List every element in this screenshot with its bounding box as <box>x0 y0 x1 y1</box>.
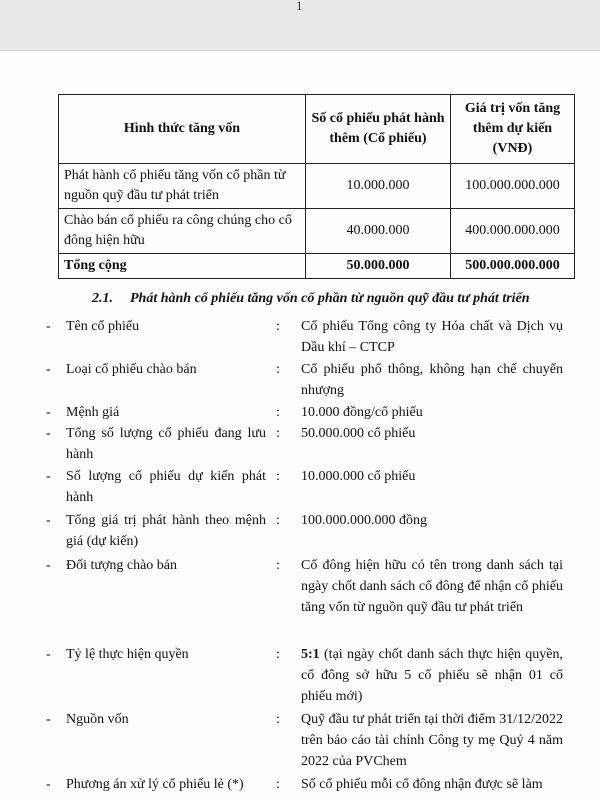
item-value <box>301 644 563 707</box>
table-cell: Tổng cộng <box>59 254 306 279</box>
table-row <box>59 209 575 254</box>
item-label: Phương án xử lý cổ phiếu lẻ (*) <box>66 777 244 792</box>
item-label: Số lượng cổ phiếu dự kiến phát hành <box>66 469 266 505</box>
item-value: 10.000 đồng/cổ phiếu <box>301 405 423 420</box>
item-label: Tỷ lệ thực hiện quyền <box>66 647 189 662</box>
item-value: 10.000.000 cổ phiếu <box>301 469 416 484</box>
item-value: Cổ phiếu phổ thông, không hạn chế chuyển nhượng <box>301 362 563 398</box>
section-heading <box>92 291 530 307</box>
table-total-row <box>59 254 575 279</box>
item-value-bold: 5:1 <box>301 647 320 662</box>
item-label: Mệnh giá <box>66 405 120 420</box>
table-header-row <box>59 95 575 164</box>
section-title-text: Phát hành cổ phiếu tăng vốn cổ phần từ nguồn quỹ đầu tư phát triển <box>130 291 530 306</box>
table-cell: Phát hành cổ phiếu tăng vốn cổ phần từ nguồn quỹ đầu tư phát triển <box>59 164 306 209</box>
item-value: Quỹ đầu tư phát triển tại thời điểm 31/12/2022 trên báo cáo tài chính Công ty mẹ Quý 4 năm 2022 của PVChem <box>301 712 563 769</box>
item-value: 100.000.000.000 đồng <box>301 513 427 528</box>
item-label: Tên cổ phiếu <box>66 319 140 334</box>
item-value-rest: (tại ngày chốt danh sách thực hiện quyền, cổ đông sở hữu 5 cổ phiếu sẽ nhận 01 cổ phiếu mới) <box>301 647 563 704</box>
capital-increase-table <box>58 94 575 279</box>
item-value: Số cổ phiếu mỗi cổ đông nhận được sẽ làm <box>301 777 543 792</box>
item-label: Tổng giá trị phát hành theo mệnh giá (dự kiến) <box>66 513 266 549</box>
table-cell: 10.000.000 <box>306 164 451 209</box>
table-cell: 400.000.000.000 <box>451 209 575 254</box>
table-cell: 50.000.000 <box>306 254 451 279</box>
table-header-cell: Số cổ phiếu phát hành thêm (Cổ phiếu) <box>306 95 451 164</box>
table-row <box>59 164 575 209</box>
table-cell: 100.000.000.000 <box>451 164 575 209</box>
item-label: Loại cổ phiếu chào bán <box>66 362 197 377</box>
viewer-top-strip <box>0 0 600 51</box>
section-number: 2.1. <box>92 291 113 306</box>
item-value: Cổ phiếu Tổng công ty Hóa chất và Dịch vụ Dầu khí – CTCP <box>301 319 563 355</box>
table-header-cell: Hình thức tăng vốn <box>59 95 306 164</box>
item-label: Đối tượng chào bán <box>66 558 178 573</box>
table-cell: 500.000.000.000 <box>451 254 575 279</box>
page-number: 1 <box>296 0 303 13</box>
table-cell: Chào bán cổ phiếu ra công chúng cho cổ đông hiện hữu <box>59 209 306 254</box>
document-page: Hình thức tăng vốn Số cổ phiếu phát hành thêm (Cổ phiếu) Giá trị vốn tăng thêm dự kiến (VNĐ) Phát hành cổ phiếu tăng vốn cổ phần từ nguồn quỹ đầu tư phát triển 10.000.000 100.000.000.000 Chào bán cổ phiếu ra công chúng cho cổ đông hiện hữu 40.000.000 400.000.000.000 Tổng cộng 50.000.000 500.000.000.000 2.1. Phát hành cổ phiếu tăng vốn cổ phần từ nguồn quỹ đầu tư phát triển - Tên cổ phiếu : Cổ phiếu Tổng công ty Hóa chất và Dịch vụ Dầu khí – CTCP - Loại cổ phiếu chào bán : Cổ phiếu phổ thông, không hạn chế chuyển nhượng - Mệnh giá : 10.000 đồng/cổ phiếu - Tổng số lượng cổ phiếu đang lưu hành : 50.000.000 cổ phiếu - Số lượng cổ phiếu dự kiến phát hành : 10.000.000 cổ phiếu - Tổng giá trị phát hành theo mệnh giá (dự kiến) : 100.000.000.000 đồng - Đối tượng chào bán : Cổ đông hiện hữu có tên trong danh sách tại ngày chốt danh sách cổ đông để nhận cổ phiếu tăng vốn từ nguồn quỹ đầu tư phát triển - Tỷ lệ thực hiện quyền : 5:1 (tại ngày chốt danh sách thực hiện quyền, cổ đông sở hữu 5 cổ phiếu sẽ nhận 01 cổ phiếu mới) - Nguồn vốn : Quỹ đầu tư phát triển tại thời điểm 31/12/2022 trên báo cáo tài chính Công ty mẹ Quý 4 năm 2022 của PVChem - Phương án xử lý cổ phiếu lẻ (*) : Số cổ phiếu mỗi cổ đông nhận được sẽ làm <box>0 51 600 800</box>
table-cell: 40.000.000 <box>306 209 451 254</box>
item-label: Nguồn vốn <box>66 712 129 727</box>
item-value: 50.000.000 cổ phiếu <box>301 426 416 441</box>
item-label: Tổng số lượng cổ phiếu đang lưu hành <box>66 426 266 462</box>
table-header-cell: Giá trị vốn tăng thêm dự kiến (VNĐ) <box>451 95 575 164</box>
item-value: Cổ đông hiện hữu có tên trong danh sách tại ngày chốt danh sách cổ đông để nhận cổ phiếu tăng vốn từ nguồn quỹ đầu tư phát triển <box>301 558 563 615</box>
